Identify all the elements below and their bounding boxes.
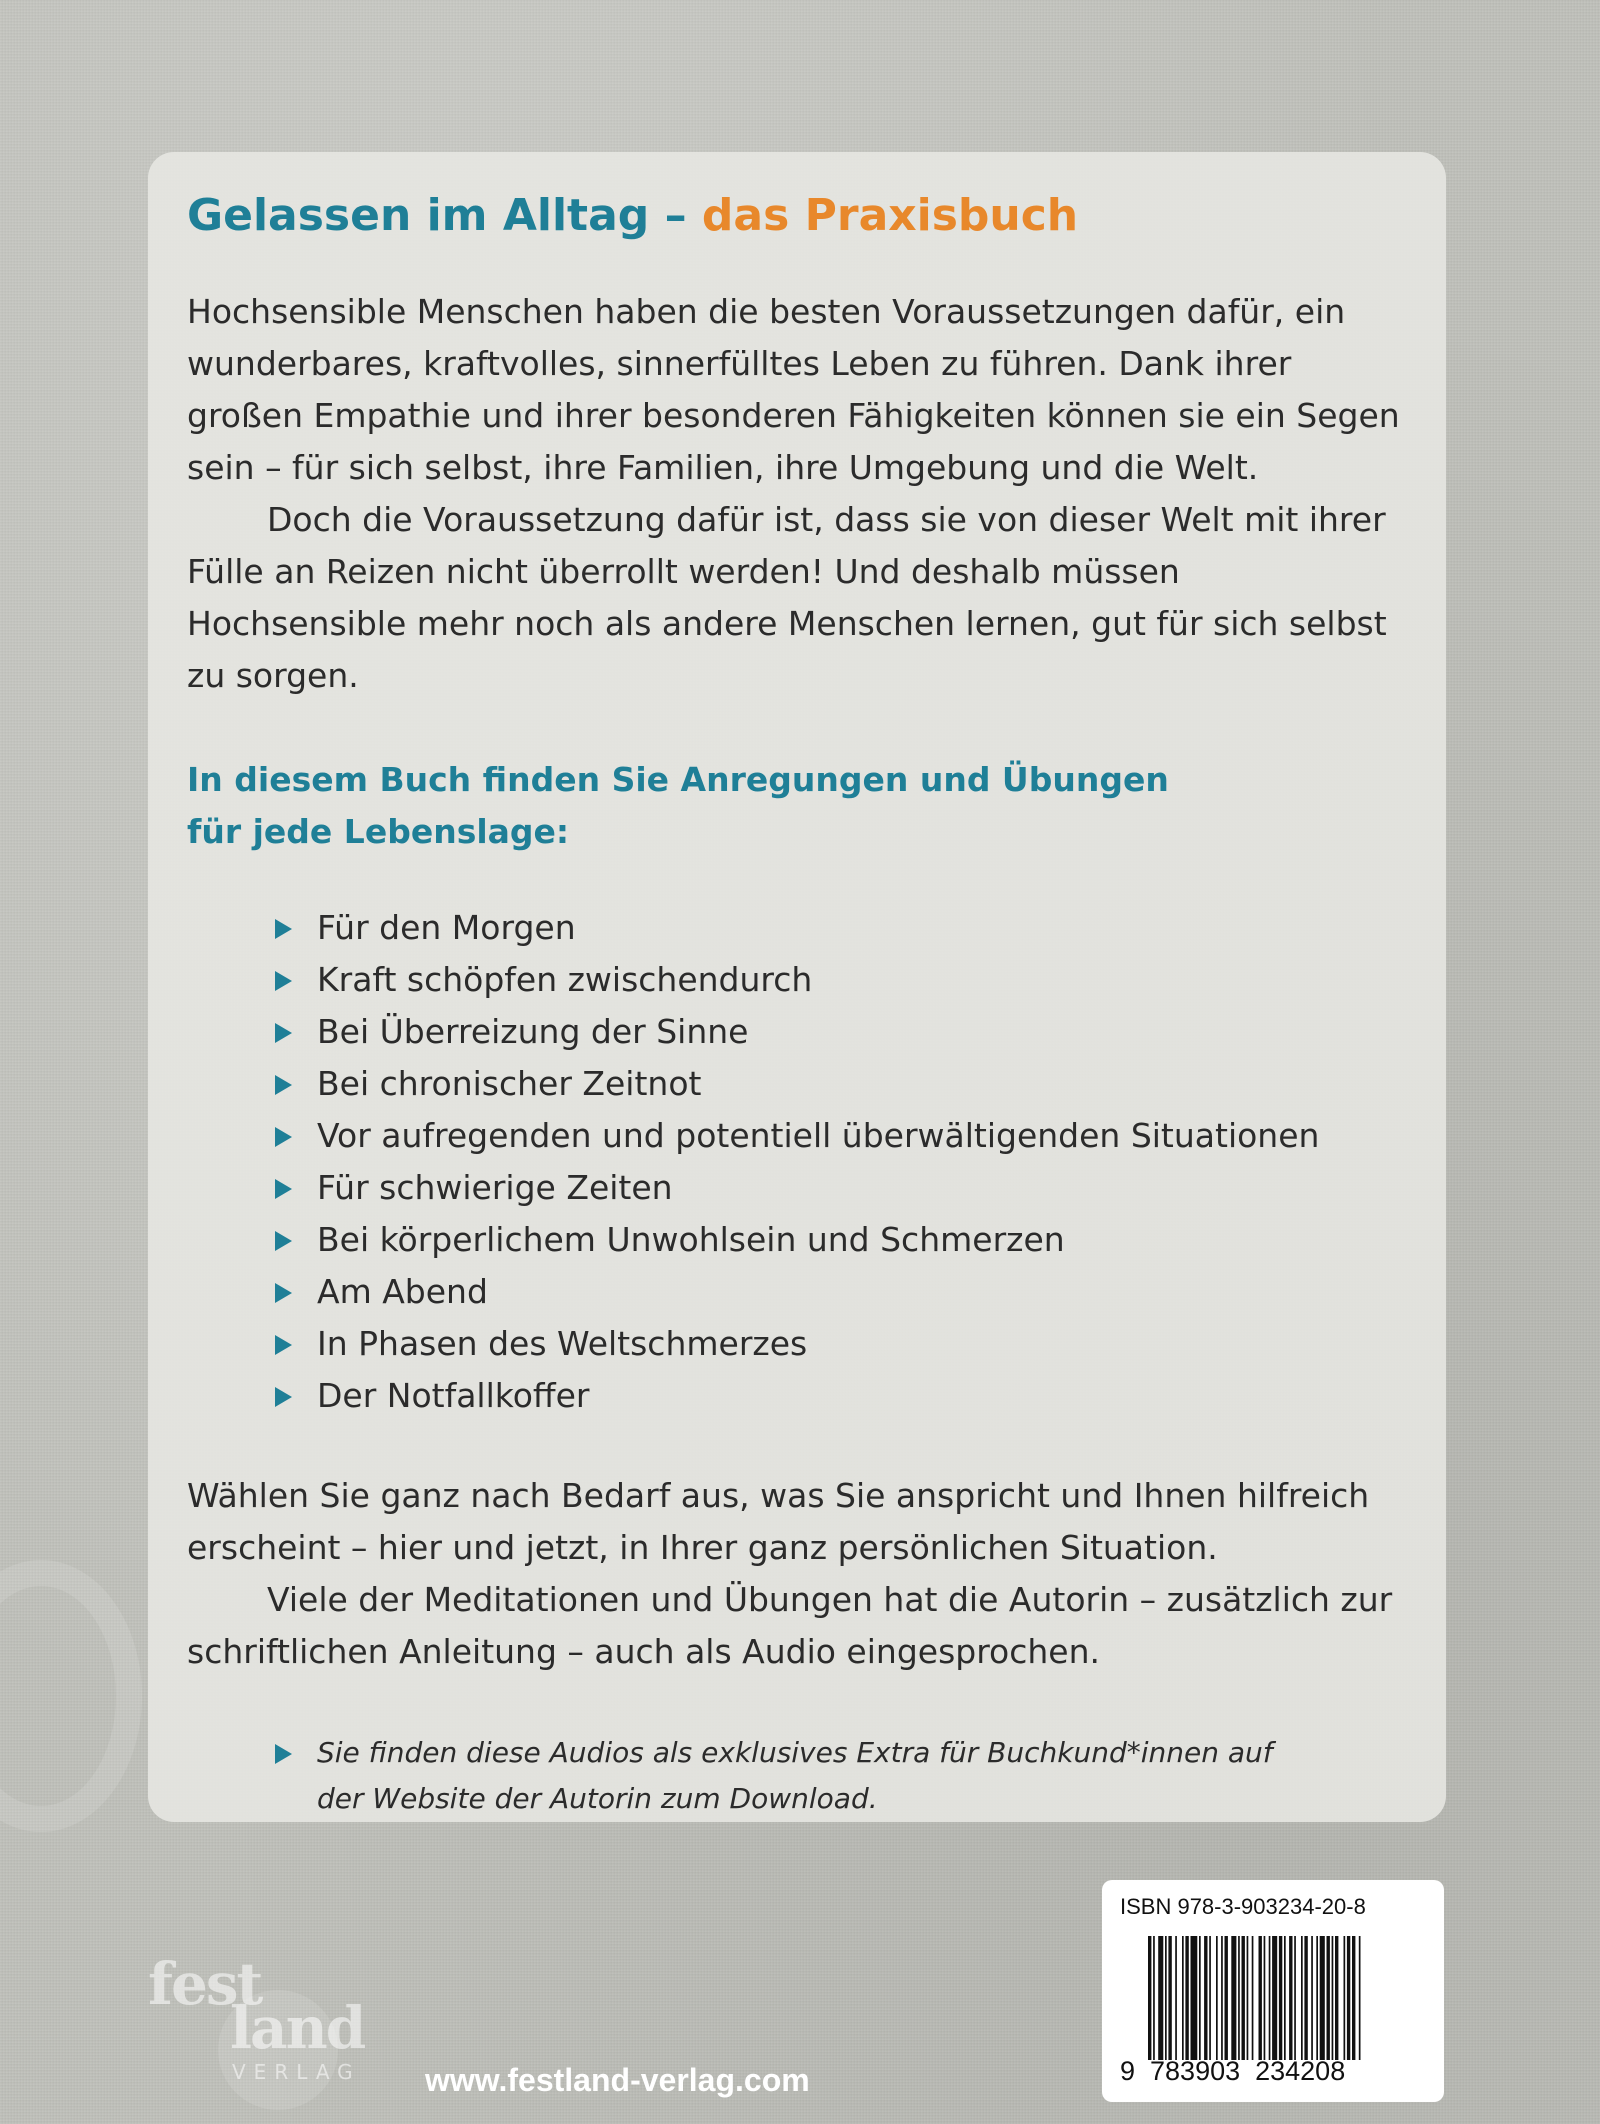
list-item — [275, 954, 1406, 1006]
triangle-bullet-icon — [275, 1744, 292, 1764]
barcode-bar — [1301, 1936, 1303, 2060]
list-item-label: Kraft schöpfen zwischendurch — [317, 960, 813, 999]
list-heading: In diesem Buch finden Sie Anregungen und Übungen für jede Lebenslage: — [187, 760, 1169, 851]
list-item — [275, 902, 1406, 954]
logo-text-line-2: land — [230, 1994, 365, 2062]
title-accent: das Praxisbuch — [701, 190, 1079, 241]
barcode-bar — [1259, 1936, 1262, 2060]
triangle-bullet-icon — [275, 971, 292, 991]
barcode-bar — [1294, 1936, 1296, 2060]
barcode-bar — [1347, 1936, 1350, 2060]
audio-note-text: Sie finden diese Audios als exklusives Extra für Buchkund*innen auf der Website der Autorin zum Download. — [317, 1736, 1273, 1815]
triangle-bullet-icon — [275, 1023, 292, 1043]
list-item-label: In Phasen des Weltschmerzes — [317, 1324, 808, 1363]
triangle-bullet-icon — [275, 1231, 292, 1251]
list-item — [275, 1058, 1406, 1110]
list-item-label: Bei Überreizung der Sinne — [317, 1012, 749, 1051]
outro-section — [187, 1470, 1406, 1678]
triangle-bullet-icon — [275, 919, 292, 939]
list-item — [275, 1162, 1406, 1214]
blurb-panel — [148, 152, 1446, 1822]
barcode-bar — [1344, 1936, 1346, 2060]
barcode-bar — [1231, 1936, 1236, 2060]
logo-text-line-1: fest — [148, 1950, 262, 2018]
barcode-bar — [1242, 1936, 1245, 2060]
list-item-label: Für den Morgen — [317, 908, 576, 947]
barcode-bar — [1279, 1936, 1282, 2060]
barcode-bar — [1252, 1936, 1254, 2060]
barcode-bar — [1153, 1936, 1155, 2060]
list-item — [275, 1214, 1406, 1266]
list-item-label: Am Abend — [317, 1272, 488, 1311]
situations-list — [187, 902, 1406, 1422]
isbn-label: ISBN 978-3-903234-20-8 — [1120, 1894, 1366, 1919]
list-item-label: Für schwierige Zeiten — [317, 1168, 673, 1207]
triangle-bullet-icon — [275, 1387, 292, 1407]
barcode-bar — [1199, 1936, 1201, 2060]
triangle-bullet-icon — [275, 1283, 292, 1303]
logo-text-line-3: VERLAG — [232, 2060, 361, 2084]
barcode-bar — [1247, 1936, 1249, 2060]
barcode-bar — [1175, 1936, 1177, 2060]
triangle-bullet-icon — [275, 1179, 292, 1199]
list-item-label: Vor aufregenden und potentiell überwältigenden Situationen — [317, 1116, 1320, 1155]
barcode-bar — [1225, 1936, 1228, 2060]
barcode-bar — [1158, 1936, 1163, 2060]
list-item — [275, 1370, 1406, 1422]
barcode-bar — [1359, 1936, 1361, 2060]
outro-paragraph-1: Wählen Sie ganz nach Bedarf aus, was Sie anspricht und Ihnen hilfreich erscheint – hier und jetzt, in Ihrer ganz persönlichen Situation. — [187, 1476, 1370, 1567]
barcode-bar — [1269, 1936, 1271, 2060]
barcode-bar — [1327, 1936, 1330, 2060]
isbn-barcode — [1102, 1880, 1444, 2102]
barcode-bar — [1311, 1936, 1313, 2060]
outro-paragraph-2: Viele der Meditationen und Übungen hat die Autorin – zusätzlich zur schriftlichen Anleitung – auch als Audio eingesprochen. — [187, 1580, 1393, 1671]
barcode-bar — [1165, 1936, 1167, 2060]
triangle-bullet-icon — [275, 1335, 292, 1355]
barcode-bar — [1320, 1936, 1325, 2060]
list-item — [275, 1318, 1406, 1370]
barcode-bar — [1216, 1936, 1218, 2060]
barcode-bar — [1168, 1936, 1171, 2060]
list-item — [275, 1006, 1406, 1058]
barcode-bar — [1289, 1936, 1292, 2060]
publisher-website: www.festland-verlag.com — [425, 2062, 810, 2098]
audio-note — [275, 1730, 1317, 1822]
barcode-digits: 9 783903 234208 — [1120, 2056, 1346, 2086]
barcode-bar — [1332, 1936, 1334, 2060]
barcode-bar — [1264, 1936, 1266, 2060]
list-item-label: Bei chronischer Zeitnot — [317, 1064, 702, 1103]
intro-paragraph-1: Hochsensible Menschen haben die besten Voraussetzungen dafür, ein wunderbares, kraftvolles, sinnerfülltes Leben zu führen. Dank ihrer großen Empathie und ihrer besonderen Fähigkeiten können sie ein Segen sein – für sich selbst, ihre Familien, ihre Umgebung und die Welt. — [187, 292, 1400, 487]
barcode-bar — [1352, 1936, 1355, 2060]
intro-paragraph-2: Doch die Voraussetzung dafür ist, dass sie von dieser Welt mit ihrer Fülle an Reizen nicht überrollt werden! Und deshalb müssen Hochsensible mehr noch als andere Menschen lernen, gut für sich selbst zu sorgen. — [187, 500, 1387, 695]
barcode-bar — [1209, 1936, 1211, 2060]
background-swirl-decoration — [0, 1560, 142, 1832]
triangle-bullet-icon — [275, 1127, 292, 1147]
title-main: Gelassen im Alltag – — [187, 190, 702, 241]
barcode-bar — [1148, 1936, 1151, 2060]
list-item-label: Bei körperlichem Unwohlsein und Schmerzen — [317, 1220, 1065, 1259]
barcode-bar — [1335, 1936, 1338, 2060]
triangle-bullet-icon — [275, 1075, 292, 1095]
barcode-bars — [1148, 1936, 1424, 2060]
barcode-bar — [1304, 1936, 1307, 2060]
barcode-bar — [1238, 1936, 1240, 2060]
list-item-label: Der Notfallkoffer — [317, 1376, 590, 1415]
barcode-bar — [1221, 1936, 1223, 2060]
barcode-bar — [1204, 1936, 1207, 2060]
barcode-bar — [1182, 1936, 1184, 2060]
barcode-bar — [1316, 1936, 1318, 2060]
barcode-bar — [1284, 1936, 1286, 2060]
list-item — [275, 1266, 1406, 1318]
barcode-bar — [1185, 1936, 1188, 2060]
barcode-bar — [1191, 1936, 1198, 2060]
barcode-bar — [1272, 1936, 1277, 2060]
intro-section — [187, 286, 1406, 702]
publisher-logo — [148, 1950, 365, 2100]
list-item — [275, 1110, 1406, 1162]
book-title — [187, 186, 1406, 246]
